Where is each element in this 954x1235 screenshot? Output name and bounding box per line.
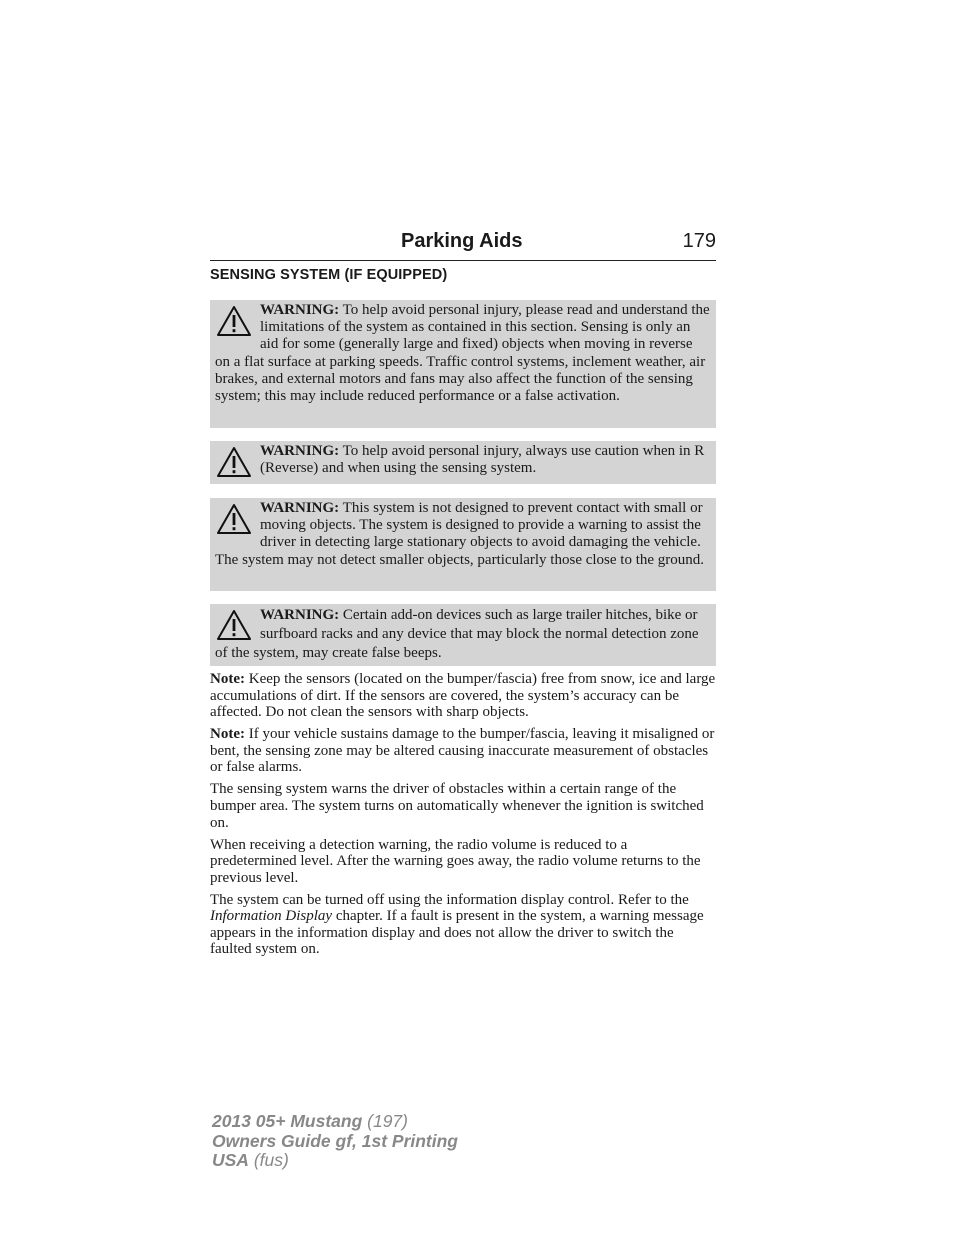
warning-box	[210, 604, 716, 666]
warning-triangle-icon	[216, 446, 252, 478]
warning-text: To help avoid personal injury, always use caution when in R (Reverse) and when using the sensing system.	[260, 443, 705, 477]
paragraph: The sensing system warns the driver of obstacles within a certain range of the bumper area. The system turns on automatically whenever the ignition is switched on.	[210, 781, 704, 831]
paragraph	[210, 892, 716, 958]
footer-market-code: (fus)	[248, 1150, 289, 1170]
footer-model: 2013 05+ Mustang	[212, 1111, 363, 1131]
warning-box	[210, 300, 716, 428]
note-text: If your vehicle sustains damage to the bumper/fascia, leaving it misaligned or bent, the sensing zone may be altered causing inaccurate measurement of obstacles or false alarms.	[210, 726, 715, 776]
paragraph-text: The system can be turned off using the information display control. Refer to the	[210, 891, 689, 908]
chapter-reference: Information Display	[210, 908, 333, 925]
warning-label: WARNING:	[260, 500, 340, 516]
body-text	[210, 671, 716, 963]
footer-line	[212, 1151, 458, 1171]
warning-label: WARNING:	[260, 607, 340, 623]
warning-text: Certain add-on devices such as large trailer hitches, bike or surfboard racks and any device that may block the normal detection zone of the system, may create false beeps.	[215, 607, 699, 661]
warning-text: To help avoid personal injury, please read and understand the limitations of the system as contained in this section. Sensing is only an aid for some (generally large and fixed) objects when moving in reverse on a flat surface at parking speeds. Traffic control systems, inclement weather, air brakes, and external motors and fans may also affect the function of the sensing system; this may include reduced performance or a false activation.	[215, 302, 710, 405]
paragraph-text: chapter. If a fault is present in the system, a warning message appears in the information display and does not allow the driver to switch the faulted system on.	[210, 908, 704, 958]
warning-label: WARNING:	[260, 302, 340, 318]
warning-triangle-icon	[216, 503, 252, 535]
warning-label: WARNING:	[260, 443, 340, 459]
warning-box	[210, 441, 716, 484]
note-paragraph	[210, 671, 716, 721]
chapter-title: Parking Aids	[401, 230, 523, 252]
footer-market: USA	[212, 1150, 249, 1170]
warning-triangle-icon	[216, 609, 252, 641]
section-heading: SENSING SYSTEM (IF EQUIPPED)	[210, 267, 448, 283]
note-text: Keep the sensors (located on the bumper/fascia) free from snow, ice and large accumulations of dirt. If the sensors are covered, the system’s accuracy can be affected. Do not clean the sensors with sharp objects.	[210, 671, 716, 721]
page-footer	[212, 1112, 458, 1171]
paragraph: When receiving a detection warning, the radio volume is reduced to a predetermined level. After the warning goes away, the radio volume returns to the previous level.	[210, 836, 701, 886]
footer-edition: Owners Guide gf, 1st Printing	[212, 1130, 458, 1151]
note-label: Note:	[210, 671, 245, 687]
warning-triangle-icon	[216, 305, 252, 337]
warning-box	[210, 498, 716, 591]
note-paragraph	[210, 726, 716, 776]
page-number: 179	[682, 230, 716, 252]
footer-code: (197)	[362, 1111, 408, 1131]
note-label: Note:	[210, 726, 245, 743]
page-header	[210, 228, 716, 261]
footer-line	[212, 1132, 458, 1152]
warning-text: This system is not designed to prevent contact with small or moving objects. The system is designed to provide a warning to assist the driver in detecting large stationary objects to avoid damaging the vehicle. The system may not detect smaller objects, particularly those close to the ground.	[215, 500, 705, 568]
footer-line	[212, 1112, 458, 1132]
